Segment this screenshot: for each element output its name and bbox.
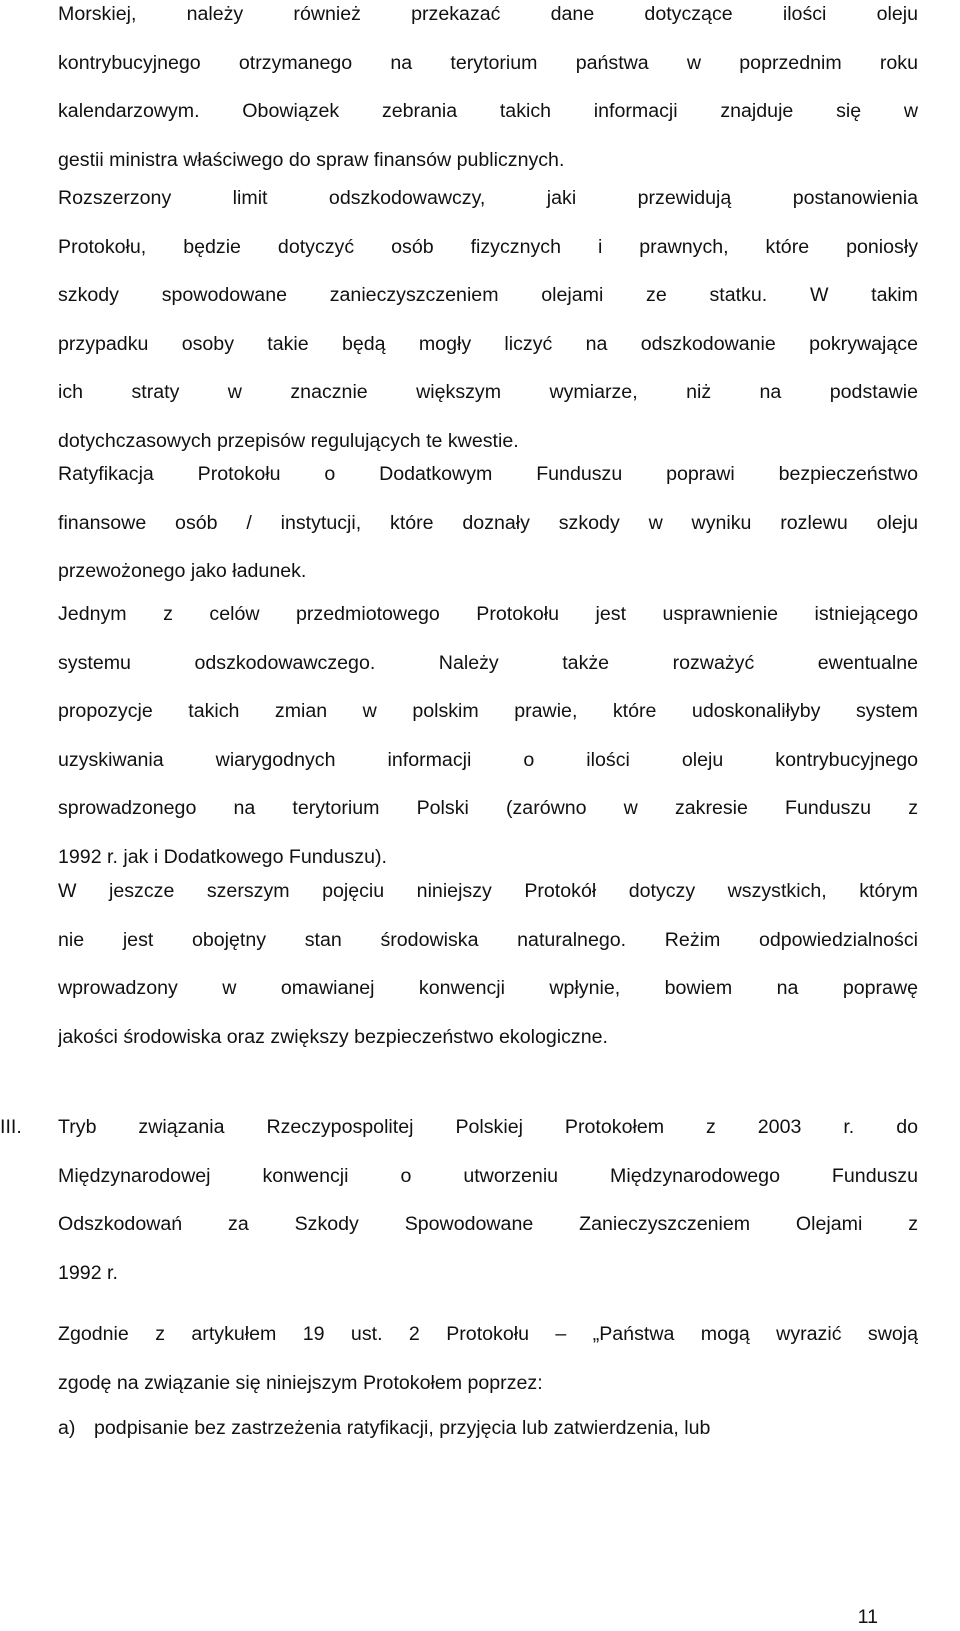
- text-line: Jednym z celów przedmiotowego Protokołu jest usprawnienie istniejącego: [58, 603, 918, 625]
- text-line: Zgodnie z artykułem 19 ust. 2 Protokołu – „Państwa mogą wyrazić swoją: [58, 1323, 918, 1345]
- paragraph-environment: [58, 877, 918, 1071]
- text-line: uzyskiwania wiarygodnych informacji o ilości oleju kontrybucyjnego: [58, 748, 918, 771]
- text-line: finansowe osób / instytucji, które doznały szkody w wyniku rozlewu oleju: [58, 511, 918, 534]
- text-line: Tryb związania Rzeczypospolitej Polskiej Protokołem z 2003 r. do: [58, 1116, 918, 1138]
- text-line: ich straty w znacznie większym wymiarze, niż na podstawie: [58, 381, 918, 403]
- text-line: Morskiej, należy również przekazać dane dotyczące ilości oleju: [58, 3, 918, 25]
- text-line: szkody spowodowane zanieczyszczeniem olejami ze statku. W takim: [58, 284, 918, 306]
- text-line: Międzynarodowej konwencji o utworzeniu Międzynarodowego Funduszu: [58, 1164, 918, 1187]
- text-line: zgodę na związanie się niniejszym Protokołem poprzez:: [58, 1371, 543, 1394]
- section-number: III.: [0, 1116, 22, 1138]
- paragraph-article-19: [58, 1320, 918, 1417]
- text-line: 1992 r. jak i Dodatkowego Funduszu).: [58, 845, 387, 868]
- text-line: 1992 r.: [58, 1261, 118, 1284]
- text-line: Odszkodowań za Szkody Spowodowane Zanieczyszczeniem Olejami z: [58, 1213, 918, 1235]
- paragraph-ministry-data: [58, 0, 918, 194]
- paragraph-protocol-goals: [58, 600, 918, 891]
- text-line: przypadku osoby takie będą mogły liczyć na odszkodowanie pokrywające: [58, 332, 918, 355]
- page-number: 11: [857, 1606, 878, 1628]
- paragraph-compensation-limit: [58, 184, 918, 475]
- section-heading: [58, 1113, 918, 1307]
- text-line: kalendarzowym. Obowiązek zebrania takich informacji znajduje się w: [58, 100, 918, 122]
- text-line: Rozszerzony limit odszkodowawczy, jaki przewidują postanowienia: [58, 187, 918, 209]
- text-line: W jeszcze szerszym pojęciu niniejszy Protokół dotyczy wszystkich, którym: [58, 880, 918, 902]
- text-line: gestii ministra właściwego do spraw finansów publicznych.: [58, 148, 565, 171]
- text-line: Protokołu, będzie dotyczyć osób fizycznych i prawnych, które poniosły: [58, 235, 918, 258]
- paragraph-ratification-security: [58, 460, 918, 606]
- text-line: jakości środowiska oraz zwiększy bezpieczeństwo ekologiczne.: [58, 1025, 608, 1048]
- text-line: kontrybucyjnego otrzymanego na terytorium państwa w poprzednim roku: [58, 51, 918, 74]
- text-line: dotychczasowych przepisów regulujących te kwestie.: [58, 429, 519, 452]
- text-line: Ratyfikacja Protokołu o Dodatkowym Funduszu poprawi bezpieczeństwo: [58, 463, 918, 485]
- text-line: wprowadzony w omawianej konwencji wpłynie, bowiem na poprawę: [58, 977, 918, 999]
- list-marker: a): [58, 1417, 76, 1439]
- text-line: sprowadzonego na terytorium Polski (zarówno w zakresie Funduszu z: [58, 797, 918, 819]
- text-line: nie jest obojętny stan środowiska naturalnego. Reżim odpowiedzialności: [58, 928, 918, 951]
- list-item-line: [58, 1414, 918, 1463]
- list-item-a: [58, 1414, 918, 1463]
- list-item-text: podpisanie bez zastrzeżenia ratyfikacji, przyjęcia lub zatwierdzenia, lub: [94, 1417, 711, 1439]
- text-line: propozycje takich zmian w polskim prawie, które udoskonaliłyby system: [58, 700, 918, 722]
- text-line: systemu odszkodowawczego. Należy także rozważyć ewentualne: [58, 651, 918, 674]
- text-line: przewożonego jako ładunek.: [58, 560, 307, 582]
